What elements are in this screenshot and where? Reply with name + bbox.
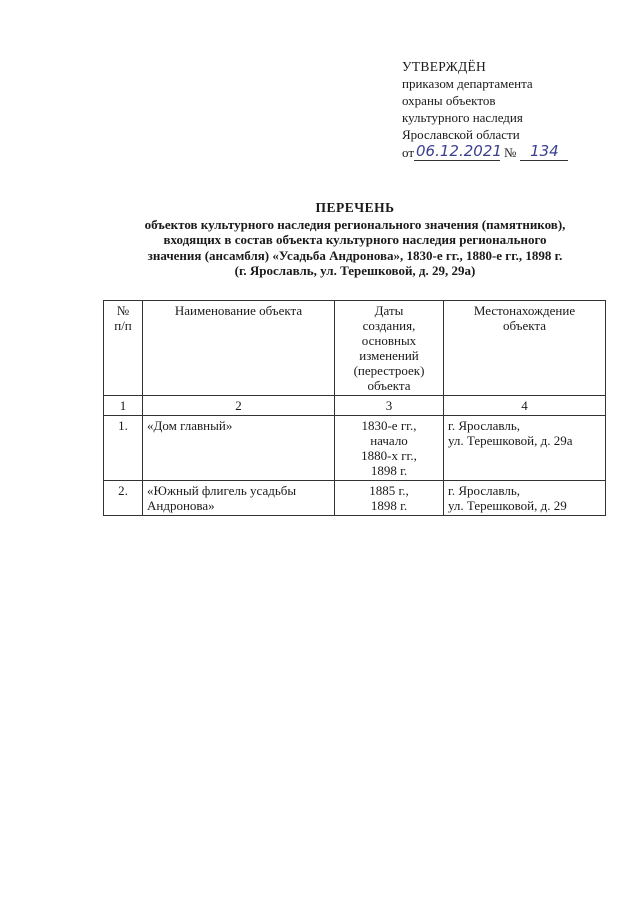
- title-main: ПЕРЕЧЕНЬ: [315, 200, 395, 215]
- object-name: «Дом главный»: [143, 416, 335, 481]
- header-text: объекта: [367, 378, 411, 393]
- object-location: [444, 416, 606, 481]
- header-text: (перестроек): [353, 363, 425, 378]
- location-text: г. Ярославль,: [448, 483, 521, 498]
- column-number: 1: [104, 396, 143, 416]
- header-dates: [335, 301, 444, 396]
- approval-line: охраны объектов: [402, 93, 496, 108]
- row-number: 1.: [104, 416, 143, 481]
- approval-line: приказом департамента: [402, 76, 533, 91]
- approval-heading: УТВЕРЖДЁН: [402, 59, 487, 74]
- header-text: п/п: [114, 318, 132, 333]
- date-text: 1885 г.,: [369, 483, 409, 498]
- approval-date-line: [402, 142, 602, 161]
- header-text: Местонахождение: [473, 303, 576, 318]
- title-line: объектов культурного наследия регионального значения (памятников),: [144, 216, 566, 232]
- date-text: 1880-х гг.,: [361, 448, 417, 463]
- handwritten-number: 134: [520, 142, 568, 161]
- column-number: 2: [143, 396, 335, 416]
- header-text: объекта: [502, 318, 547, 333]
- table-row: [104, 416, 606, 481]
- header-number: [104, 301, 143, 396]
- header-location: [444, 301, 606, 396]
- date-text: 1898 г.: [370, 463, 408, 478]
- date-text: 1830-е гг.,: [361, 418, 417, 433]
- column-number: 3: [335, 396, 444, 416]
- object-dates: [335, 481, 444, 516]
- column-number: 4: [444, 396, 606, 416]
- header-name: Наименование объекта: [143, 301, 335, 396]
- approval-line: Ярославской области: [402, 127, 520, 142]
- object-dates: [335, 416, 444, 481]
- header-text: изменений: [359, 348, 419, 363]
- object-name: «Южный флигель усадьбы Андронова»: [143, 481, 335, 516]
- approval-stamp: [402, 58, 602, 161]
- number-sign: №: [504, 145, 517, 160]
- header-text: основных: [361, 333, 417, 348]
- table-header-row: [104, 301, 606, 396]
- date-text: 1898 г.: [370, 498, 408, 513]
- column-number-row: [104, 396, 606, 416]
- date-text: начало: [370, 433, 408, 448]
- location-text: ул. Терешковой, д. 29: [448, 498, 567, 513]
- header-text: Даты: [374, 303, 404, 318]
- table-row: [104, 481, 606, 516]
- objects-table: [103, 300, 606, 516]
- object-location: [444, 481, 606, 516]
- row-number: 2.: [104, 481, 143, 516]
- location-text: г. Ярославль,: [448, 418, 521, 433]
- header-text: №: [116, 303, 130, 318]
- title-line: (г. Ярославль, ул. Терешковой, д. 29, 29а): [234, 263, 476, 278]
- handwritten-date: 06.12.2021: [416, 142, 502, 160]
- document-title: [100, 200, 610, 279]
- header-text: создания,: [362, 318, 416, 333]
- title-line: значения (ансамбля) «Усадьба Андронова», 1830-е гг., 1880-е гг., 1898 г.: [147, 247, 563, 263]
- date-prefix: от: [402, 145, 415, 160]
- approval-line: культурного наследия: [402, 110, 523, 125]
- title-line: входящих в состав объекта культурного наследия регионального: [163, 232, 547, 247]
- location-text: ул. Терешковой, д. 29а: [448, 433, 573, 448]
